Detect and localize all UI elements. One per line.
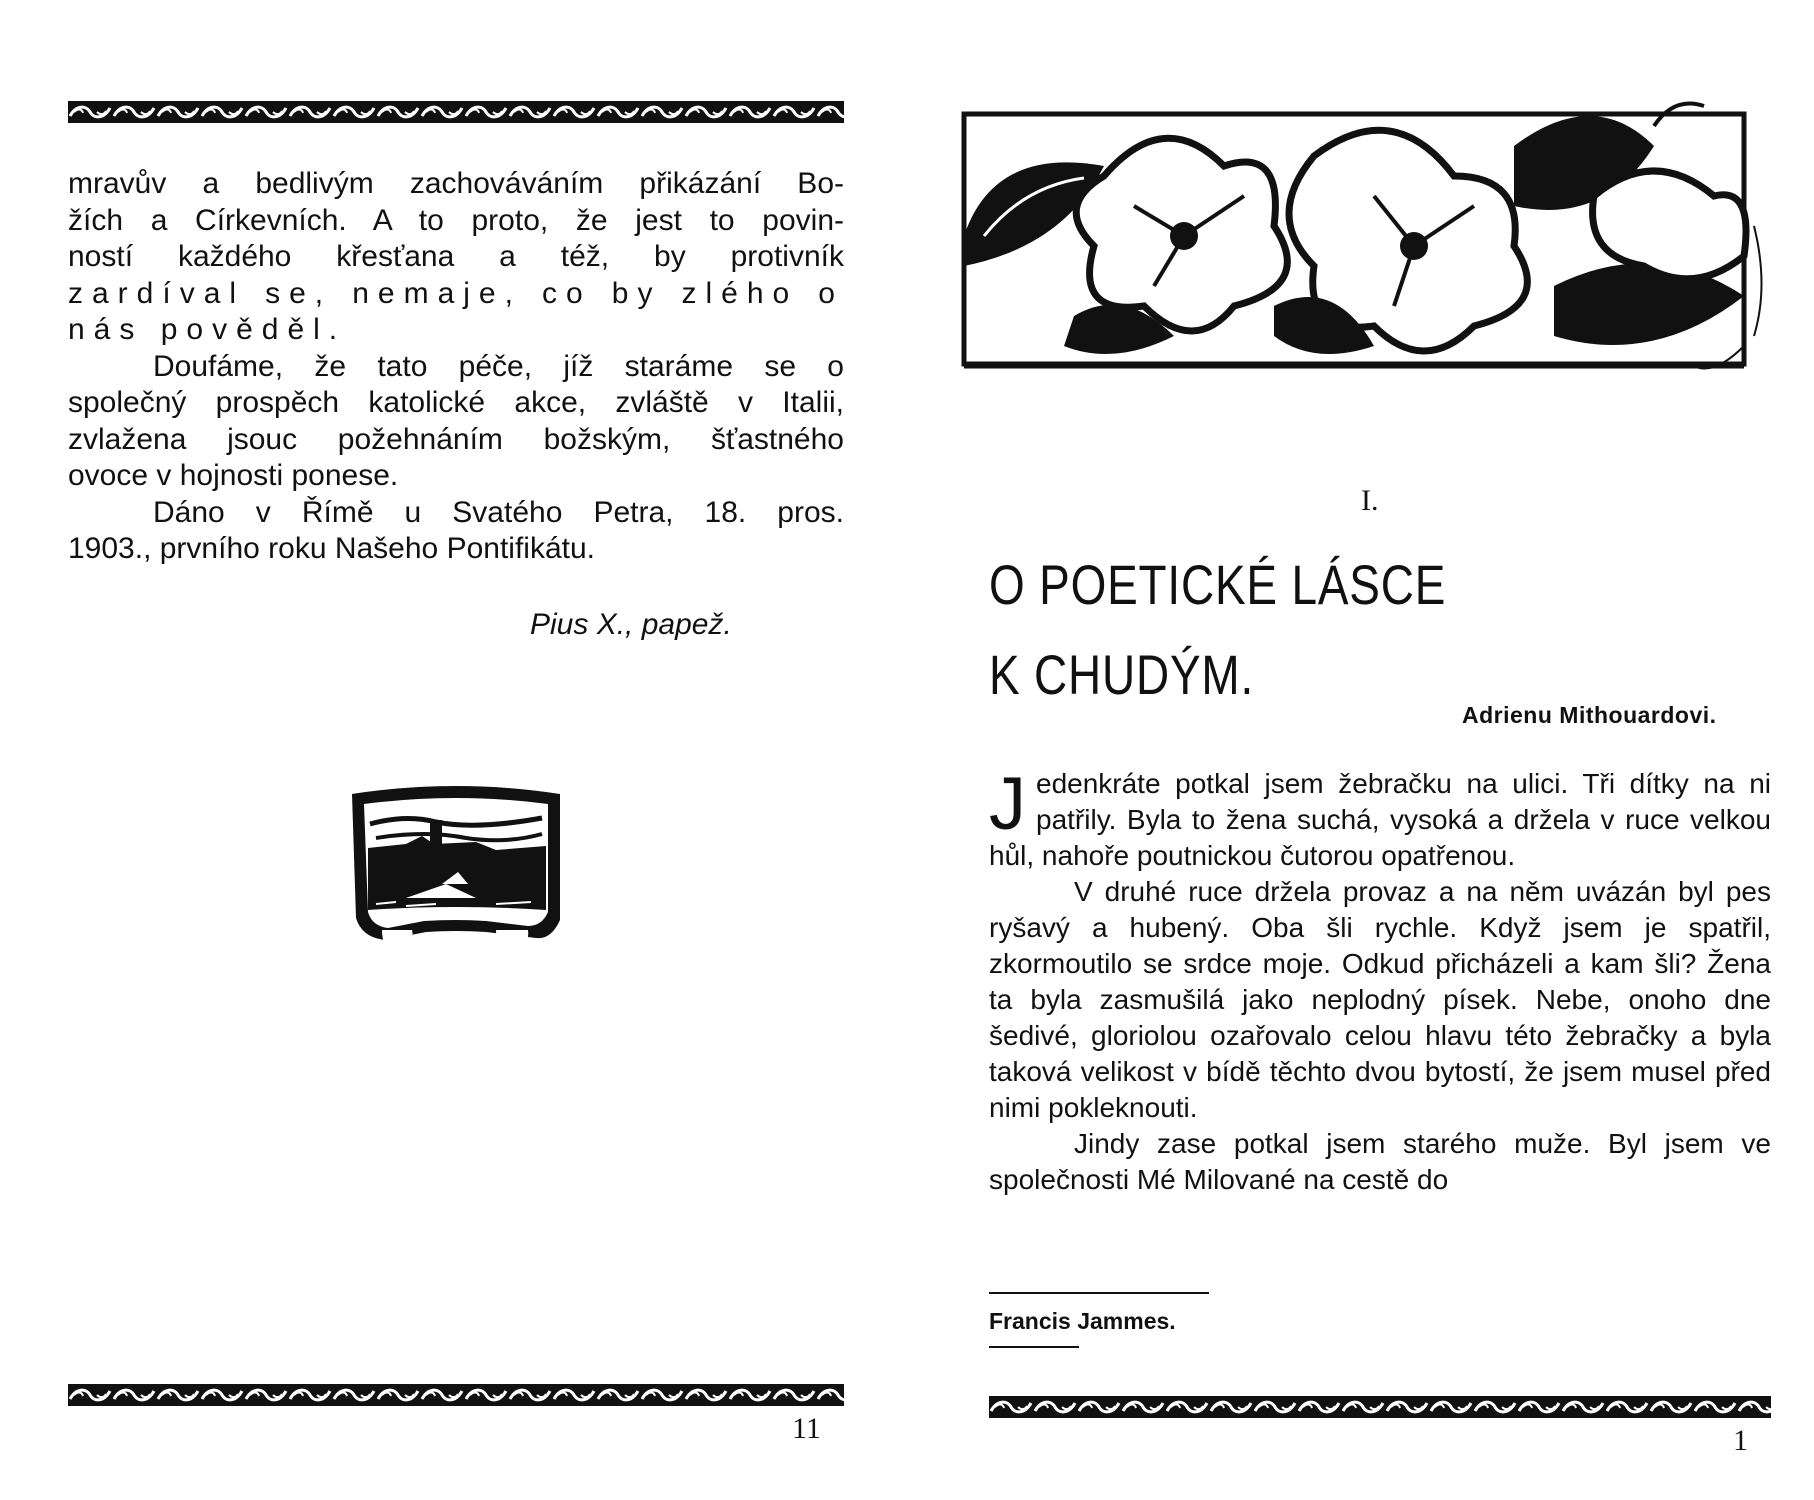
page-number: 11 bbox=[792, 1412, 821, 1445]
page-number: 1 bbox=[1733, 1424, 1748, 1457]
floral-header-illustration bbox=[954, 86, 1784, 381]
drop-cap: J bbox=[989, 762, 1026, 845]
chapter-title bbox=[989, 540, 1481, 720]
text-line: nás pověděl. bbox=[68, 313, 347, 346]
chapter-title-line: K CHUDÝM. bbox=[989, 643, 1255, 706]
text-line: Dáno v Římě u Svatého Petra, 18. pros. bbox=[153, 495, 844, 529]
text-line: žích a Církevních. A to proto, že jest to povin- bbox=[68, 203, 844, 237]
footnote-short-rule bbox=[989, 1346, 1079, 1348]
story-text bbox=[989, 762, 1771, 1198]
footnote-rule bbox=[989, 1292, 1209, 1294]
text-line: zvlažena jsouc požehnáním božským, šťastného bbox=[68, 422, 844, 456]
author-name: Francis Jammes. bbox=[989, 1308, 1176, 1334]
text-line: mravův a bedlivým zachováváním přikázání Bo- bbox=[68, 167, 844, 200]
bottom-ornament-band bbox=[989, 1396, 1771, 1418]
story-paragraph: V druhé ruce držela provaz a na něm uvázán byl pes ryšavý a hubený. Oba šli rychle. Když jsem je spatřil, zkormoutilo se srdce moje. Odkud přicházeli a kam šli? Žena ta byla zasmušilá jako neplodný písek. Nebe, onoho dne šedivé, gloriolou ozařovalo celou hlavu této žebračky a byla taková velikost v bídě těchto dvou bytostí, že jsem musel před nimi pokleknouti. bbox=[989, 876, 1771, 1123]
top-ornament-band bbox=[68, 101, 844, 123]
right-page bbox=[907, 0, 1814, 1500]
text-line: ností každého křesťana a též, by protivník bbox=[68, 240, 844, 273]
signature: Pius X., papež. bbox=[530, 608, 732, 641]
dedication: Adrienu Mithouardovi. bbox=[1462, 702, 1717, 728]
story-paragraph: Jindy zase potkal jsem starého muže. Byl jsem ve společnosti Mé Milované na cestě do bbox=[989, 1128, 1771, 1195]
left-page-text bbox=[68, 166, 844, 568]
text-line: společný prospěch katolické akce, zvláště v Italii, bbox=[68, 386, 844, 419]
bottom-ornament-band bbox=[68, 1384, 844, 1406]
text-line: ovoce v hojnosti ponese. bbox=[68, 459, 399, 492]
story-paragraph: Jedenkráte potkal jsem žebračku na ulici. Tři dítky na ni patřily. Byla to žena suchá, vysoká a držela v ruce velkou hůl, nahoře poutnickou čutorou opatřenou. bbox=[989, 762, 1771, 871]
chapter-title-line: O POETICKÉ LÁSCE bbox=[989, 553, 1447, 616]
text-line: zardíval se, nemaje, co by zlého o bbox=[68, 276, 844, 310]
text-line: Doufáme, že tato péče, jíž staráme se o bbox=[153, 349, 844, 383]
chapter-number: I. bbox=[1361, 484, 1379, 517]
text-line: 1903., prvního roku Našeho Pontifikátu. bbox=[68, 532, 595, 565]
landscape-vignette bbox=[346, 780, 566, 955]
